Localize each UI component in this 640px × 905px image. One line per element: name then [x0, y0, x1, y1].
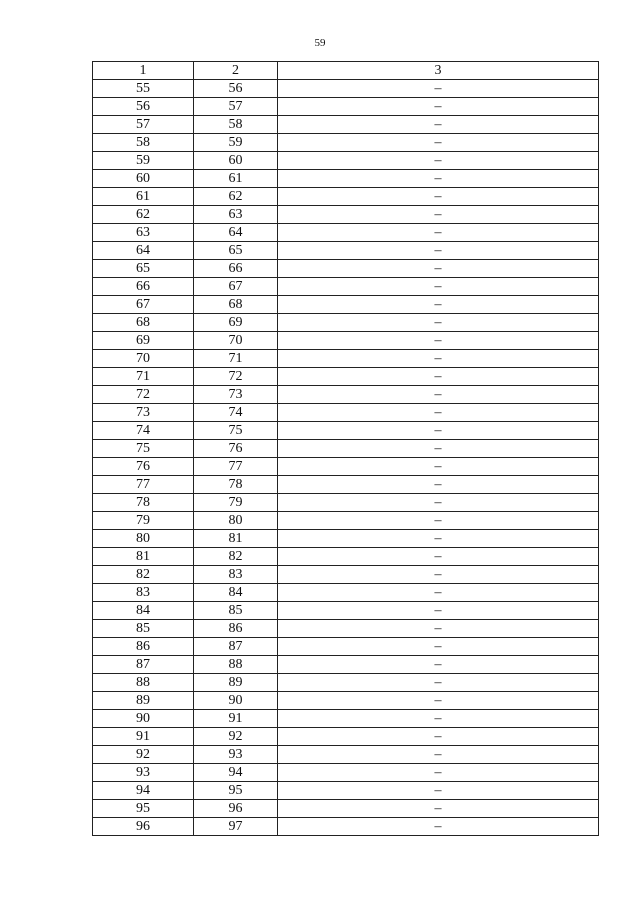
table-cell-col-1: 78 [93, 494, 194, 512]
table-cell-col-1: 76 [93, 458, 194, 476]
table-row [93, 782, 599, 800]
table-row [93, 818, 599, 836]
table-cell-col-3: – [278, 260, 599, 278]
table-cell-col-2: 56 [194, 80, 278, 98]
table-cell-col-2: 65 [194, 242, 278, 260]
table-cell-col-2: 83 [194, 566, 278, 584]
table-cell-col-3: – [278, 350, 599, 368]
table-cell-col-1: 86 [93, 638, 194, 656]
column-header-2: 2 [194, 62, 278, 80]
table-row [93, 206, 599, 224]
table-cell-col-3: – [278, 584, 599, 602]
table-cell-col-2: 64 [194, 224, 278, 242]
table-cell-col-2: 87 [194, 638, 278, 656]
table-row [93, 548, 599, 566]
table-cell-col-2: 85 [194, 602, 278, 620]
table-cell-col-2: 75 [194, 422, 278, 440]
table-cell-col-1: 87 [93, 656, 194, 674]
table-row [93, 422, 599, 440]
table-cell-col-2: 78 [194, 476, 278, 494]
table-cell-col-2: 74 [194, 404, 278, 422]
table-cell-col-1: 63 [93, 224, 194, 242]
table-cell-col-2: 66 [194, 260, 278, 278]
table-cell-col-2: 82 [194, 548, 278, 566]
table-row [93, 188, 599, 206]
table-cell-col-1: 77 [93, 476, 194, 494]
table-cell-col-1: 56 [93, 98, 194, 116]
table-cell-col-1: 73 [93, 404, 194, 422]
table-cell-col-1: 58 [93, 134, 194, 152]
table-cell-col-3: – [278, 656, 599, 674]
table-cell-col-2: 62 [194, 188, 278, 206]
table-row [93, 692, 599, 710]
table-cell-col-2: 57 [194, 98, 278, 116]
table-cell-col-2: 84 [194, 584, 278, 602]
table-cell-col-2: 72 [194, 368, 278, 386]
table-row [93, 530, 599, 548]
table-cell-col-1: 60 [93, 170, 194, 188]
table-cell-col-1: 75 [93, 440, 194, 458]
table-row [93, 710, 599, 728]
table-row [93, 314, 599, 332]
table-cell-col-3: – [278, 746, 599, 764]
table-row [93, 368, 599, 386]
table-cell-col-1: 59 [93, 152, 194, 170]
table-cell-col-1: 94 [93, 782, 194, 800]
table-cell-col-3: – [278, 692, 599, 710]
table-cell-col-2: 93 [194, 746, 278, 764]
table-cell-col-1: 96 [93, 818, 194, 836]
table-row [93, 386, 599, 404]
table-cell-col-3: – [278, 458, 599, 476]
table-cell-col-2: 60 [194, 152, 278, 170]
table-cell-col-1: 71 [93, 368, 194, 386]
table-row [93, 476, 599, 494]
table-cell-col-2: 88 [194, 656, 278, 674]
table-row [93, 602, 599, 620]
table-cell-col-1: 83 [93, 584, 194, 602]
table-cell-col-3: – [278, 512, 599, 530]
table-cell-col-3: – [278, 116, 599, 134]
table-row [93, 674, 599, 692]
table-cell-col-3: – [278, 818, 599, 836]
table-cell-col-1: 70 [93, 350, 194, 368]
table-cell-col-1: 84 [93, 602, 194, 620]
table-cell-col-1: 93 [93, 764, 194, 782]
table-cell-col-1: 91 [93, 728, 194, 746]
table-cell-col-2: 97 [194, 818, 278, 836]
table-cell-col-1: 68 [93, 314, 194, 332]
table-cell-col-2: 90 [194, 692, 278, 710]
table-cell-col-1: 95 [93, 800, 194, 818]
table-row [93, 242, 599, 260]
table-cell-col-1: 72 [93, 386, 194, 404]
table-cell-col-3: – [278, 296, 599, 314]
table-cell-col-3: – [278, 548, 599, 566]
table-cell-col-1: 55 [93, 80, 194, 98]
table-cell-col-1: 81 [93, 548, 194, 566]
data-table [92, 61, 599, 836]
table-cell-col-2: 81 [194, 530, 278, 548]
table-cell-col-3: – [278, 800, 599, 818]
table-cell-col-3: – [278, 422, 599, 440]
table-cell-col-3: – [278, 620, 599, 638]
table-row [93, 584, 599, 602]
table-cell-col-2: 63 [194, 206, 278, 224]
table-row [93, 566, 599, 584]
table-cell-col-3: – [278, 332, 599, 350]
table-cell-col-2: 89 [194, 674, 278, 692]
table-cell-col-2: 92 [194, 728, 278, 746]
table-cell-col-1: 92 [93, 746, 194, 764]
table-cell-col-3: – [278, 386, 599, 404]
table-cell-col-2: 71 [194, 350, 278, 368]
table-cell-col-3: – [278, 368, 599, 386]
table-cell-col-3: – [278, 80, 599, 98]
table-cell-col-1: 88 [93, 674, 194, 692]
column-header-3: 3 [278, 62, 599, 80]
table-cell-col-2: 67 [194, 278, 278, 296]
table-cell-col-2: 58 [194, 116, 278, 134]
table-cell-col-1: 80 [93, 530, 194, 548]
table-row [93, 80, 599, 98]
table-row [93, 494, 599, 512]
table-cell-col-2: 96 [194, 800, 278, 818]
table-row [93, 728, 599, 746]
table-cell-col-1: 82 [93, 566, 194, 584]
table-cell-col-1: 61 [93, 188, 194, 206]
table-row [93, 458, 599, 476]
table-cell-col-1: 67 [93, 296, 194, 314]
table-cell-col-3: – [278, 188, 599, 206]
table-cell-col-3: – [278, 566, 599, 584]
table-cell-col-2: 91 [194, 710, 278, 728]
table-cell-col-3: – [278, 764, 599, 782]
table-cell-col-3: – [278, 710, 599, 728]
table-row [93, 800, 599, 818]
table-cell-col-3: – [278, 440, 599, 458]
table-cell-col-3: – [278, 170, 599, 188]
table-row [93, 440, 599, 458]
table-cell-col-3: – [278, 674, 599, 692]
table-cell-col-1: 90 [93, 710, 194, 728]
table-cell-col-3: – [278, 224, 599, 242]
table-cell-col-2: 86 [194, 620, 278, 638]
table-row [93, 638, 599, 656]
table-cell-col-2: 61 [194, 170, 278, 188]
table-cell-col-1: 69 [93, 332, 194, 350]
table-cell-col-3: – [278, 494, 599, 512]
table-cell-col-2: 77 [194, 458, 278, 476]
table-header [93, 62, 599, 80]
table-cell-col-1: 79 [93, 512, 194, 530]
table-cell-col-3: – [278, 98, 599, 116]
table-cell-col-2: 76 [194, 440, 278, 458]
table-cell-col-2: 70 [194, 332, 278, 350]
table-row [93, 620, 599, 638]
table-row [93, 656, 599, 674]
table-cell-col-3: – [278, 206, 599, 224]
table-cell-col-2: 73 [194, 386, 278, 404]
table-cell-col-3: – [278, 728, 599, 746]
table-row [93, 170, 599, 188]
table-row [93, 278, 599, 296]
table-row [93, 260, 599, 278]
table-cell-col-2: 68 [194, 296, 278, 314]
table-cell-col-3: – [278, 242, 599, 260]
table-row [93, 512, 599, 530]
table-cell-col-1: 85 [93, 620, 194, 638]
table-row [93, 224, 599, 242]
table-row [93, 98, 599, 116]
table-row [93, 116, 599, 134]
table-body [93, 80, 599, 836]
table-cell-col-1: 65 [93, 260, 194, 278]
table-cell-col-3: – [278, 530, 599, 548]
table-cell-col-3: – [278, 278, 599, 296]
table-row [93, 152, 599, 170]
table-cell-col-3: – [278, 638, 599, 656]
table-cell-col-3: – [278, 602, 599, 620]
table-row [93, 404, 599, 422]
table-cell-col-1: 64 [93, 242, 194, 260]
header-row [93, 62, 599, 80]
table-row [93, 746, 599, 764]
table-row [93, 350, 599, 368]
table-cell-col-1: 62 [93, 206, 194, 224]
table-cell-col-2: 95 [194, 782, 278, 800]
table-row [93, 134, 599, 152]
table-cell-col-3: – [278, 152, 599, 170]
table-row [93, 332, 599, 350]
table-cell-col-2: 94 [194, 764, 278, 782]
table-cell-col-2: 59 [194, 134, 278, 152]
table-cell-col-1: 89 [93, 692, 194, 710]
table-cell-col-2: 80 [194, 512, 278, 530]
page-number: 59 [314, 37, 326, 49]
table-cell-col-3: – [278, 314, 599, 332]
table-cell-col-3: – [278, 782, 599, 800]
table-cell-col-3: – [278, 134, 599, 152]
table-cell-col-2: 69 [194, 314, 278, 332]
table-cell-col-1: 57 [93, 116, 194, 134]
column-header-1: 1 [93, 62, 194, 80]
table-cell-col-2: 79 [194, 494, 278, 512]
table-row [93, 296, 599, 314]
table-cell-col-1: 66 [93, 278, 194, 296]
table-cell-col-3: – [278, 404, 599, 422]
table-cell-col-3: – [278, 476, 599, 494]
table-row [93, 764, 599, 782]
table-cell-col-1: 74 [93, 422, 194, 440]
